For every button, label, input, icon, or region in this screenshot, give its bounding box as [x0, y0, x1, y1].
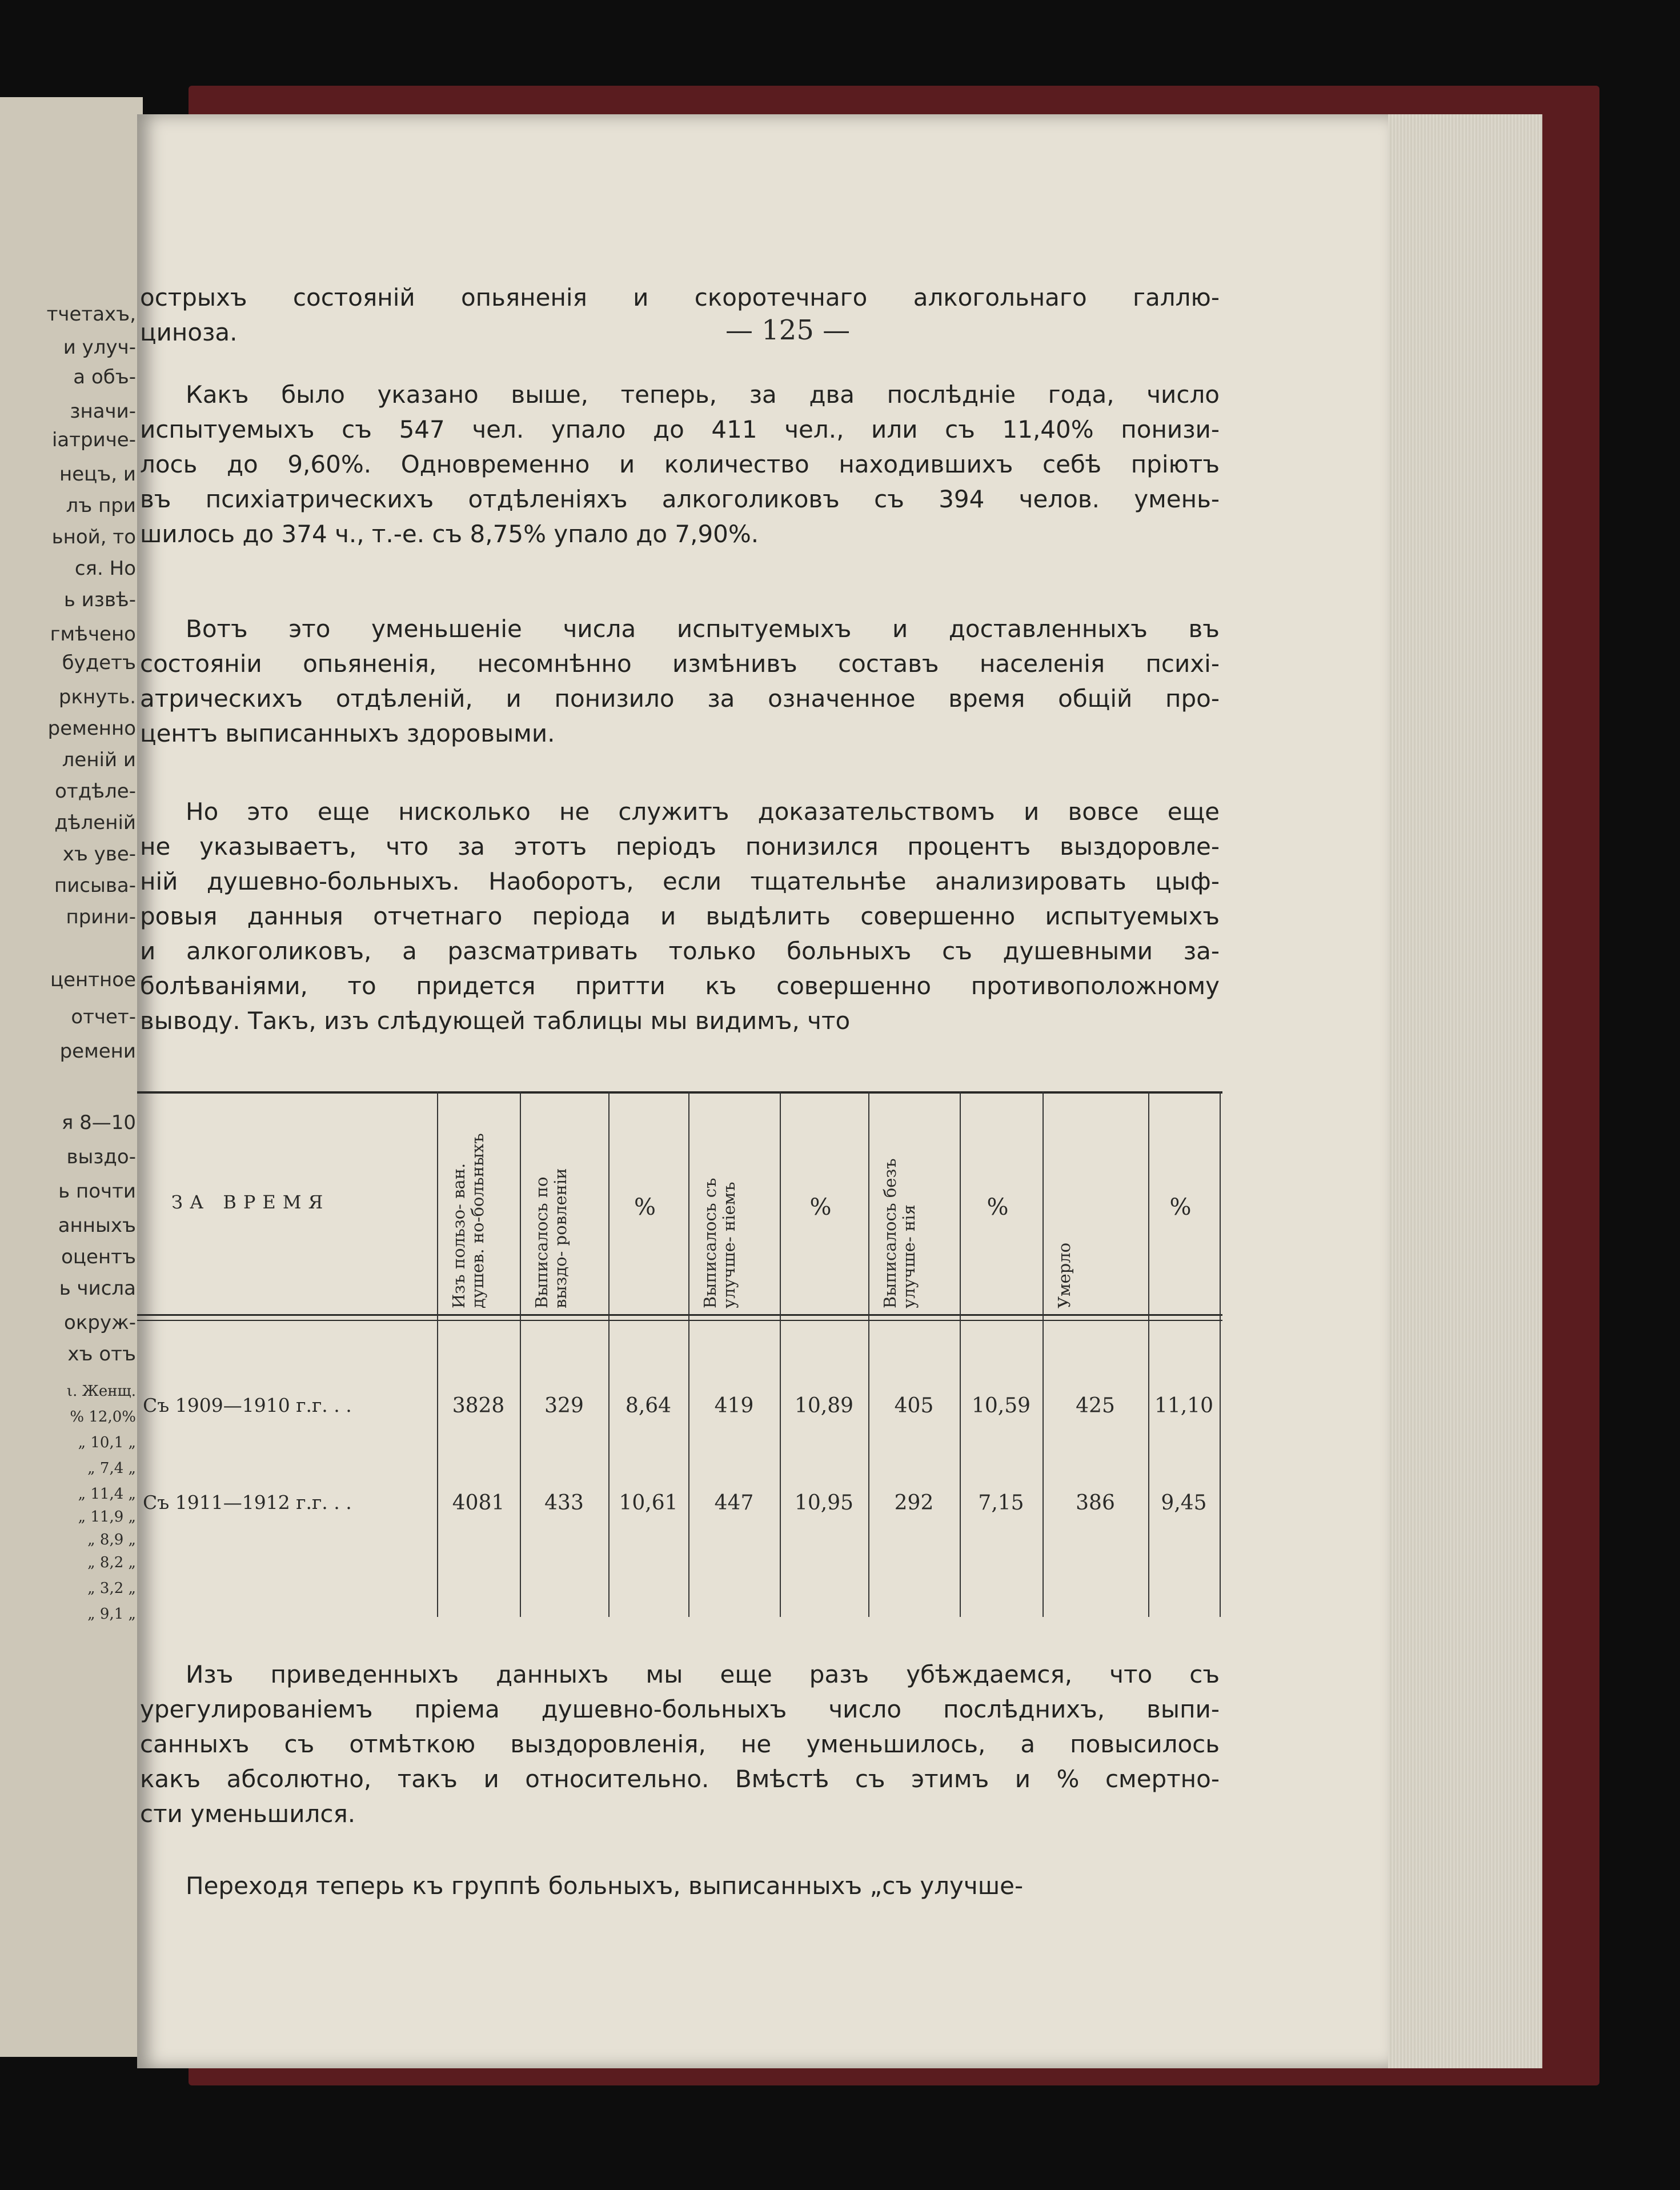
text-line: центъ выписанныхъ здоровыми. — [140, 719, 555, 747]
table-cell: 10,59 — [971, 1394, 1031, 1418]
left-page-table-line: % 12,0% — [70, 1408, 136, 1426]
table-header-column: Выписалось съ улучше- ніемъ — [700, 1178, 739, 1308]
text-line: въ психіатрическихъ отдѣленіяхъ алкоголиковъ съ 394 челов. умень- — [140, 485, 1220, 513]
table-cell: 10,95 — [794, 1491, 854, 1515]
text-line: и алкоголиковъ, а разсматривать только больныхъ съ душевными за- — [140, 937, 1220, 965]
left-page-line: а объ- — [73, 366, 136, 389]
left-page-table-line: „ 8,9 „ — [87, 1531, 136, 1548]
table-header-percent: % — [809, 1194, 832, 1220]
left-page-line: ременно — [47, 717, 136, 740]
text-line: состояніи опьяненія, несомнѣнно измѣнивъ составъ населенія психі- — [140, 650, 1220, 678]
left-page-table-line: „ 8,2 „ — [87, 1554, 136, 1571]
left-page-line: хъ отъ — [67, 1343, 136, 1366]
left-page-line: прини- — [66, 906, 136, 928]
text-line: санныхъ съ отмѣткою выздоровленія, не уменьшилось, а повысилось — [140, 1730, 1220, 1758]
left-page-line: дѣленій — [54, 811, 136, 834]
text-line: урегулированіемъ пріема душевно-больныхъ число послѣднихъ, выпи- — [140, 1695, 1220, 1723]
text-line: Какъ было указано выше, теперь, за два послѣдніе года, число — [186, 381, 1220, 409]
table-cell: 292 — [894, 1491, 934, 1515]
table-column-rule — [437, 1091, 438, 1617]
left-page-line: ь числа — [59, 1277, 136, 1300]
left-page-line: оцентъ — [61, 1246, 136, 1268]
table-cell: 425 — [1076, 1394, 1115, 1418]
table-header-percent: % — [987, 1194, 1009, 1220]
table-column-rule — [868, 1091, 869, 1617]
table-header-column: Изъ пользо- ван. душев. но-больныхъ — [449, 1133, 487, 1308]
table-column-rule — [1148, 1091, 1149, 1617]
left-page-line: хъ уве- — [62, 843, 136, 866]
left-page-table-line: „ 11,4 „ — [78, 1486, 136, 1503]
table-column-rule — [1220, 1091, 1221, 1617]
table-row-label: Съ 1909—1910 г.г. . . — [143, 1394, 352, 1416]
paragraph — [140, 794, 1220, 1038]
left-page-line: я 8—10 — [61, 1111, 136, 1134]
left-page-line: ь почти — [58, 1180, 136, 1203]
left-page-line: значи- — [70, 400, 136, 423]
table-header-column: Умерло — [1054, 1242, 1074, 1308]
left-page-line: писыва- — [54, 874, 136, 897]
left-page-line: ь извѣ- — [63, 588, 136, 611]
left-page-table-line: „ 7,4 „ — [87, 1460, 136, 1477]
table-cell: 433 — [544, 1491, 584, 1515]
left-page-table-line: „ 11,9 „ — [78, 1508, 136, 1526]
table-header-percent: % — [634, 1194, 656, 1220]
table-cell: 3828 — [452, 1394, 505, 1418]
table-cell: 10,89 — [794, 1394, 854, 1418]
paragraph — [140, 377, 1220, 551]
table-cell: 10,61 — [619, 1491, 678, 1515]
table-column-rule — [608, 1091, 610, 1617]
table-column-rule — [520, 1091, 521, 1617]
text-line: шилось до 374 ч., т.-е. съ 8,75% упало до 7,90%. — [140, 520, 759, 548]
left-page-table-line: „ 10,1 „ — [78, 1434, 136, 1451]
table-cell: 447 — [714, 1491, 754, 1515]
table-column-rule — [780, 1091, 781, 1617]
text-line: ній душевно-больныхъ. Наоборотъ, если тщательнѣе анализировать цыф- — [140, 867, 1220, 895]
text-line: болѣваніями, то придется притти къ совершенно противоположному — [140, 972, 1220, 1000]
left-page-line: центное — [50, 968, 136, 991]
left-page-line: нецъ, и — [59, 463, 136, 486]
paragraph — [140, 611, 1220, 751]
text-line: лось до 9,60%. Одновременно и количество находившихъ себѣ пріютъ — [140, 450, 1220, 478]
text-line: Переходя теперь къ группѣ больныхъ, выписанныхъ „съ улучше- — [186, 1872, 1024, 1900]
left-page-line: ьной, то — [51, 526, 136, 548]
table-cell: 11,10 — [1154, 1394, 1214, 1418]
left-page-line: ся. Но — [74, 557, 136, 580]
table-column-rule — [688, 1091, 689, 1617]
table-cell: 419 — [714, 1394, 754, 1418]
left-page-line: выздо- — [66, 1146, 136, 1168]
paragraph — [140, 1868, 1220, 1903]
text-line: сти уменьшился. — [140, 1800, 356, 1828]
table-top-rule — [137, 1091, 1222, 1094]
table-cell: 8,64 — [625, 1394, 672, 1418]
text-line: Изъ приведенныхъ данныхъ мы еще разъ убѣждаемся, что съ — [186, 1660, 1220, 1688]
text-line: ровыя данныя отчетнаго періода и выдѣлить совершенно испытуемыхъ — [140, 902, 1220, 930]
left-page-line: отдѣле- — [55, 780, 136, 803]
left-page-line: леній и — [62, 748, 136, 771]
text-line: выводу. Такъ, изъ слѣдующей таблицы мы видимъ, что — [140, 1007, 851, 1035]
left-page-line: лъ при — [66, 494, 136, 517]
text-line: Вотъ это уменьшеніе числа испытуемыхъ и доставленныхъ въ — [186, 615, 1220, 643]
left-page-line: ремени — [59, 1040, 136, 1063]
left-page-table-line: „ 3,2 „ — [87, 1580, 136, 1597]
left-page-line: отчет- — [71, 1006, 136, 1028]
table-cell: 4081 — [452, 1491, 505, 1515]
table-header-rule — [137, 1314, 1222, 1316]
table-header-period: ЗА ВРЕМЯ — [171, 1191, 330, 1213]
left-page-line: окруж- — [64, 1311, 136, 1334]
page-edges — [1382, 114, 1542, 2068]
text-line: испытуемыхъ съ 547 чел. упало до 411 чел., или съ 11,40% понизи- — [140, 415, 1220, 443]
left-page-table-line: ι. Женщ. — [66, 1383, 136, 1400]
left-page-line: іатриче- — [51, 429, 136, 451]
left-page-table-line: „ 9,1 „ — [87, 1606, 136, 1623]
table-cell: 386 — [1076, 1491, 1115, 1515]
left-page-line: анныхъ — [58, 1214, 136, 1237]
table-column-rule — [1043, 1091, 1044, 1617]
table-row-label: Съ 1911—1912 г.г. . . — [143, 1491, 352, 1514]
table-header-column: Выписалось по выздо- ровленіи — [532, 1168, 570, 1308]
text-line: атрическихъ отдѣленій, и понизило за означенное время общій про- — [140, 684, 1220, 712]
left-page-line: и улуч- — [63, 336, 136, 359]
text-line: циноза. — [140, 318, 238, 346]
left-page-line: будетъ — [62, 651, 136, 674]
paragraph — [140, 1657, 1220, 1831]
left-page-line: гмѣчено — [50, 623, 136, 646]
table-header-percent: % — [1169, 1194, 1192, 1220]
previous-page — [0, 97, 143, 2057]
text-line: Но это еще нисколько не служитъ доказательствомъ и вовсе еще — [186, 798, 1220, 826]
table-cell: 329 — [544, 1394, 584, 1418]
text-line: какъ абсолютно, такъ и относительно. Вмѣстѣ съ этимъ и % смертно- — [140, 1765, 1220, 1793]
table-cell: 7,15 — [978, 1491, 1024, 1515]
table-cell: 9,45 — [1161, 1491, 1207, 1515]
table-column-rule — [960, 1091, 961, 1617]
table-header-rule-2 — [137, 1320, 1222, 1321]
left-page-line: тчетахъ, — [46, 303, 136, 326]
page-number: — 125 — — [725, 314, 851, 346]
statistics-table — [137, 1091, 1222, 1617]
text-line: не указываетъ, что за этотъ періодъ понизился процентъ выздоровле- — [140, 832, 1220, 860]
table-cell: 405 — [894, 1394, 934, 1418]
left-page-line: ркнуть. — [58, 686, 136, 708]
text-line: острыхъ состояній опьяненія и скоротечнаго алкогольнаго галлю- — [140, 283, 1220, 311]
paragraph — [140, 280, 1220, 350]
table-header-column: Выписалось безъ улучше- нія — [880, 1158, 919, 1308]
